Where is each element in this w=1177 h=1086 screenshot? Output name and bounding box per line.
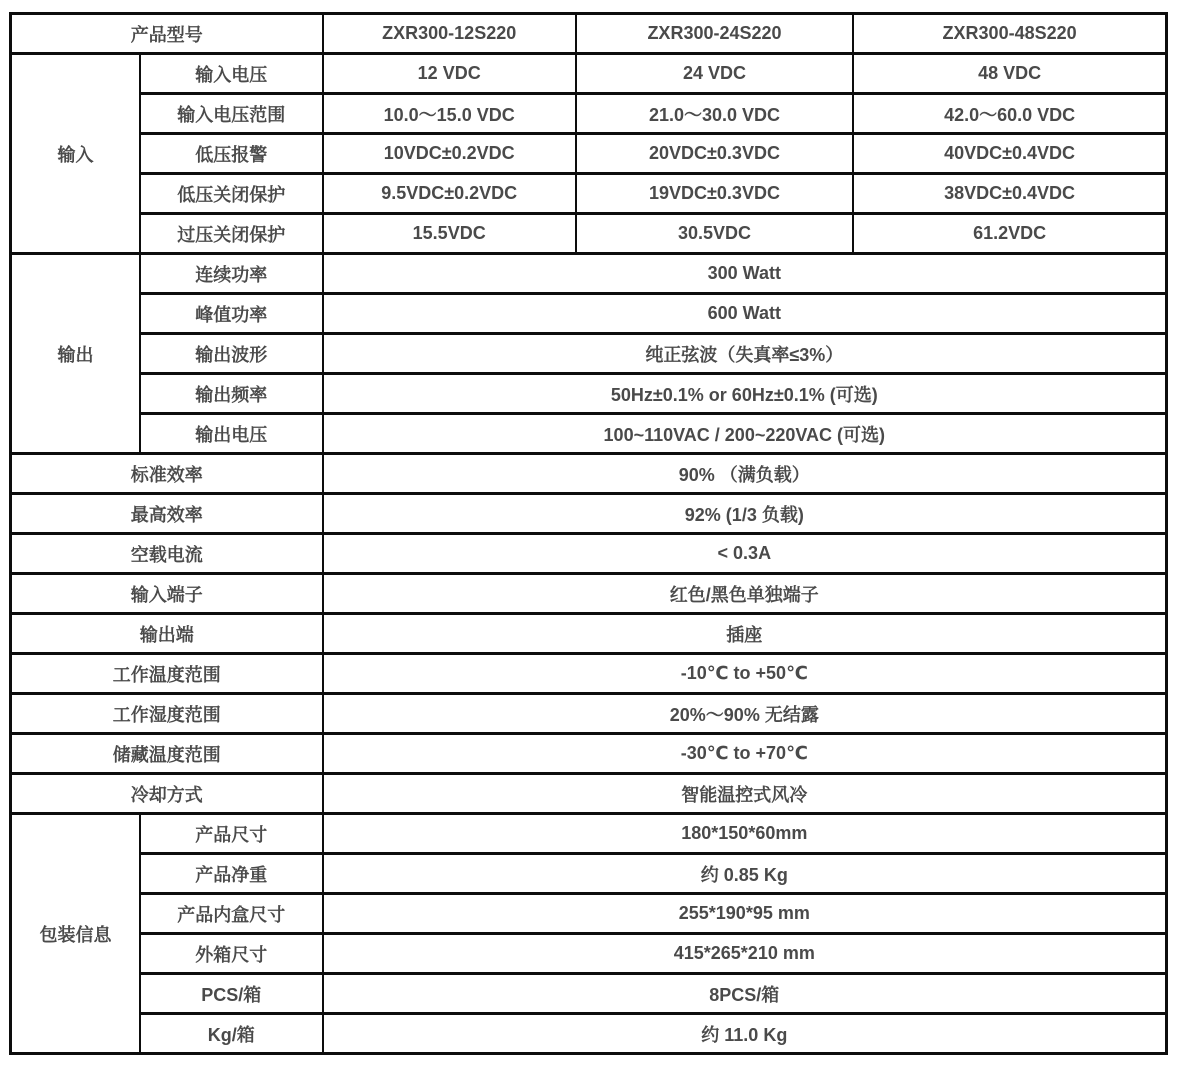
cell-value: 约 11.0 Kg bbox=[323, 1014, 1167, 1054]
row-label: 峰值功率 bbox=[140, 294, 323, 334]
model-name-3: ZXR300-48S220 bbox=[853, 14, 1166, 54]
table-row bbox=[11, 894, 1167, 934]
table-row bbox=[11, 414, 1167, 454]
row-label: 连续功率 bbox=[140, 254, 323, 294]
cell-value: -10℃ to +50℃ bbox=[323, 654, 1167, 694]
table-row bbox=[11, 494, 1167, 534]
row-label: 输入端子 bbox=[11, 574, 323, 614]
cell-value: 插座 bbox=[323, 614, 1167, 654]
cell-value: 38VDC±0.4VDC bbox=[853, 174, 1166, 214]
table-row bbox=[11, 814, 1167, 854]
cell-value: 600 Watt bbox=[323, 294, 1167, 334]
cell-value: 90% （满负载） bbox=[323, 454, 1167, 494]
row-label: 冷却方式 bbox=[11, 774, 323, 814]
cell-value: 约 0.85 Kg bbox=[323, 854, 1167, 894]
row-label: 输出电压 bbox=[140, 414, 323, 454]
cell-value: 12 VDC bbox=[323, 54, 576, 94]
row-label: 输入电压 bbox=[140, 54, 323, 94]
cell-value: -30℃ to +70℃ bbox=[323, 734, 1167, 774]
cell-value: 19VDC±0.3VDC bbox=[576, 174, 853, 214]
cell-value: 255*190*95 mm bbox=[323, 894, 1167, 934]
model-name-1: ZXR300-12S220 bbox=[323, 14, 576, 54]
cell-value: 纯正弦波（失真率≤3%） bbox=[323, 334, 1167, 374]
cell-value: 15.5VDC bbox=[323, 214, 576, 254]
cell-value: 红色/黑色单独端子 bbox=[323, 574, 1167, 614]
group-label-output: 输出 bbox=[11, 254, 140, 454]
row-label: 标准效率 bbox=[11, 454, 323, 494]
row-label: 低压报警 bbox=[140, 134, 323, 174]
row-label: 输入电压范围 bbox=[140, 94, 323, 134]
table-row bbox=[11, 254, 1167, 294]
table-row bbox=[11, 94, 1167, 134]
table-row bbox=[11, 534, 1167, 574]
cell-value: 48 VDC bbox=[853, 54, 1166, 94]
table-row bbox=[11, 734, 1167, 774]
cell-value: 10VDC±0.2VDC bbox=[323, 134, 576, 174]
table-row bbox=[11, 654, 1167, 694]
row-label: 产品内盒尺寸 bbox=[140, 894, 323, 934]
cell-value: 50Hz±0.1% or 60Hz±0.1% (可选) bbox=[323, 374, 1167, 414]
row-label: 储藏温度范围 bbox=[11, 734, 323, 774]
row-label: PCS/箱 bbox=[140, 974, 323, 1014]
cell-value: 100~110VAC / 200~220VAC (可选) bbox=[323, 414, 1167, 454]
cell-value: 300 Watt bbox=[323, 254, 1167, 294]
row-label: 工作温度范围 bbox=[11, 654, 323, 694]
cell-value: 30.5VDC bbox=[576, 214, 853, 254]
row-label: 外箱尺寸 bbox=[140, 934, 323, 974]
row-label: 产品尺寸 bbox=[140, 814, 323, 854]
model-name-2: ZXR300-24S220 bbox=[576, 14, 853, 54]
row-label: Kg/箱 bbox=[140, 1014, 323, 1054]
group-label-input: 输入 bbox=[11, 54, 140, 254]
cell-value: 10.0～15.0 VDC bbox=[323, 94, 576, 134]
table-row bbox=[11, 334, 1167, 374]
table-row bbox=[11, 454, 1167, 494]
table-row bbox=[11, 134, 1167, 174]
row-label: 低压关闭保护 bbox=[140, 174, 323, 214]
table-row bbox=[11, 974, 1167, 1014]
table-row bbox=[11, 1014, 1167, 1054]
table-row bbox=[11, 214, 1167, 254]
product-model-label: 产品型号 bbox=[11, 14, 323, 54]
row-label: 输出波形 bbox=[140, 334, 323, 374]
row-label: 最高效率 bbox=[11, 494, 323, 534]
cell-value: 9.5VDC±0.2VDC bbox=[323, 174, 576, 214]
cell-value: < 0.3A bbox=[323, 534, 1167, 574]
table-row bbox=[11, 574, 1167, 614]
row-label: 工作湿度范围 bbox=[11, 694, 323, 734]
cell-value: 8PCS/箱 bbox=[323, 974, 1167, 1014]
cell-value: 20VDC±0.3VDC bbox=[576, 134, 853, 174]
row-label: 产品净重 bbox=[140, 854, 323, 894]
cell-value: 智能温控式风冷 bbox=[323, 774, 1167, 814]
cell-value: 61.2VDC bbox=[853, 214, 1166, 254]
group-label-packaging: 包装信息 bbox=[11, 814, 140, 1054]
table-row bbox=[11, 934, 1167, 974]
header-row bbox=[11, 14, 1167, 54]
table-row bbox=[11, 174, 1167, 214]
row-label: 过压关闭保护 bbox=[140, 214, 323, 254]
cell-value: 40VDC±0.4VDC bbox=[853, 134, 1166, 174]
table-row bbox=[11, 374, 1167, 414]
table-row bbox=[11, 294, 1167, 334]
table-row bbox=[11, 854, 1167, 894]
table-row bbox=[11, 774, 1167, 814]
cell-value: 24 VDC bbox=[576, 54, 853, 94]
row-label: 输出端 bbox=[11, 614, 323, 654]
product-spec-table bbox=[9, 12, 1168, 1055]
cell-value: 415*265*210 mm bbox=[323, 934, 1167, 974]
row-label: 空载电流 bbox=[11, 534, 323, 574]
table-row bbox=[11, 614, 1167, 654]
row-label: 输出频率 bbox=[140, 374, 323, 414]
table-row bbox=[11, 54, 1167, 94]
cell-value: 92% (1/3 负载) bbox=[323, 494, 1167, 534]
cell-value: 180*150*60mm bbox=[323, 814, 1167, 854]
cell-value: 20%～90% 无结露 bbox=[323, 694, 1167, 734]
table-row bbox=[11, 694, 1167, 734]
cell-value: 42.0～60.0 VDC bbox=[853, 94, 1166, 134]
cell-value: 21.0～30.0 VDC bbox=[576, 94, 853, 134]
